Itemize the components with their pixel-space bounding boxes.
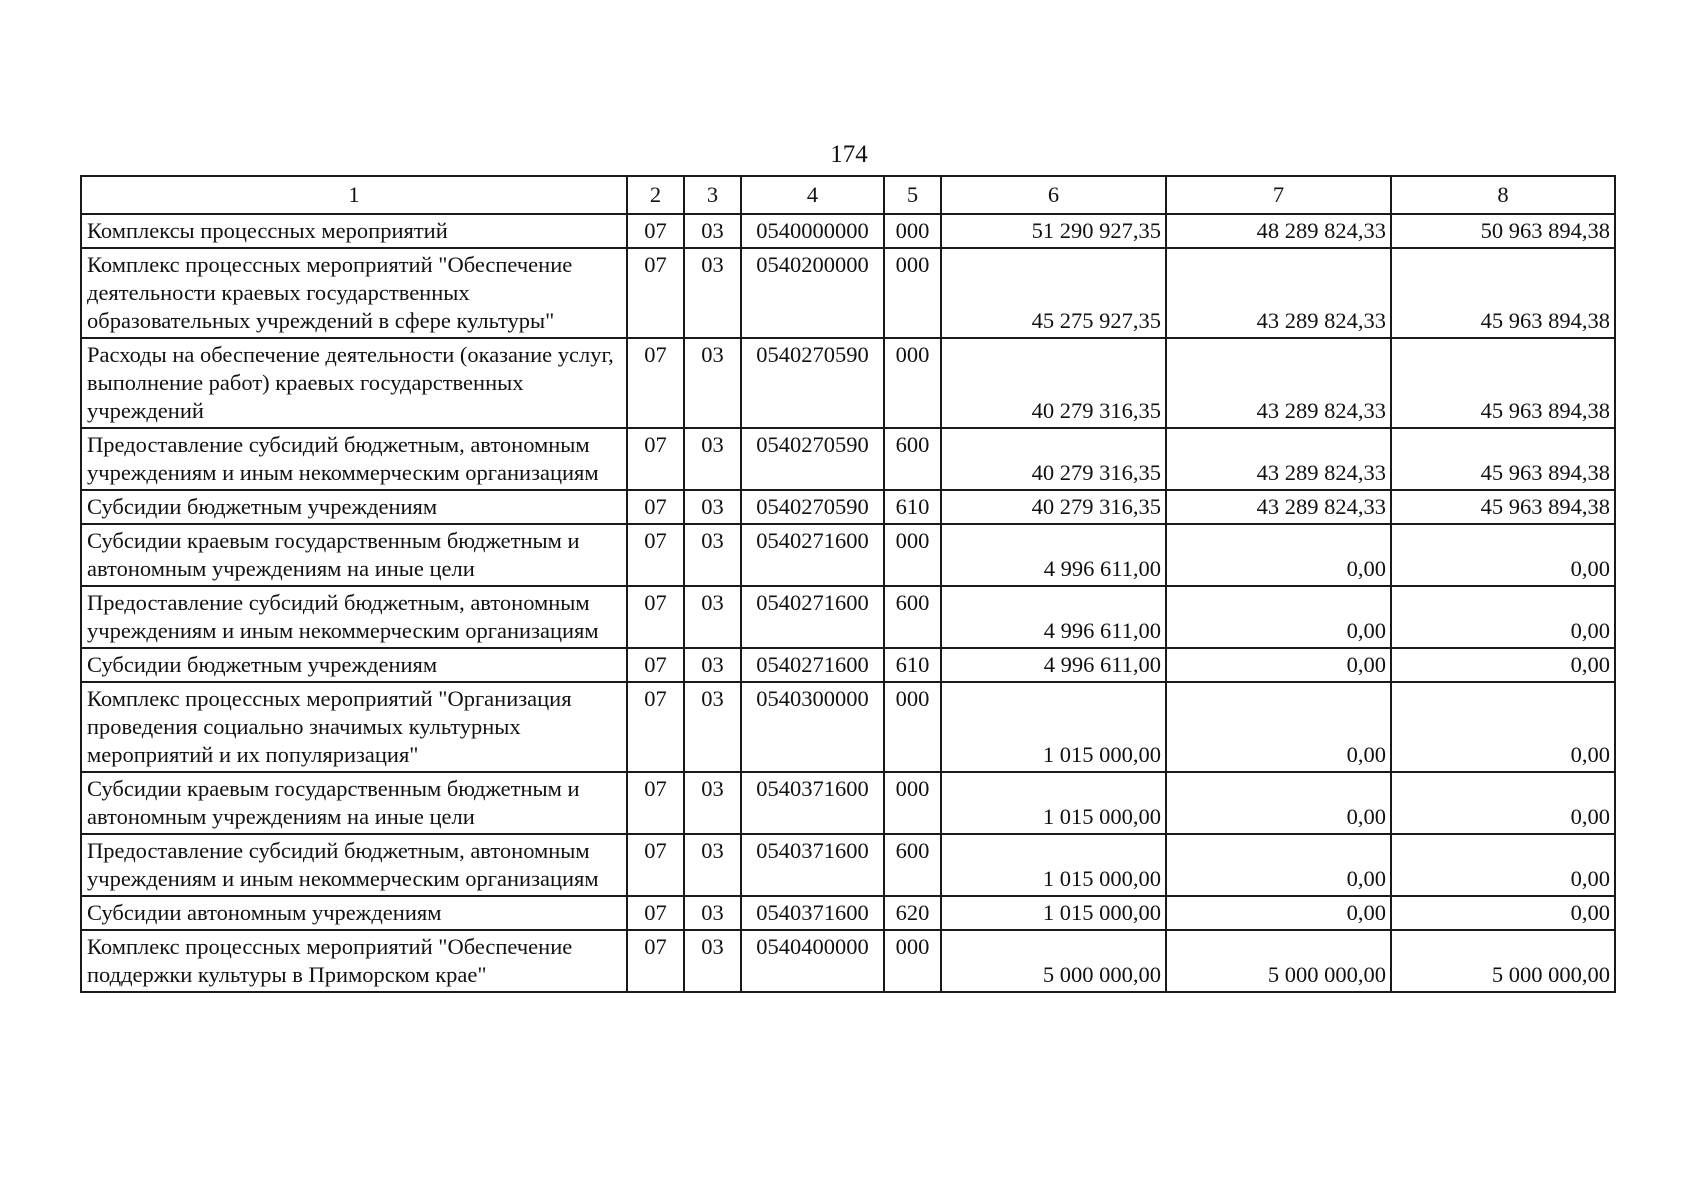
- column-header: 6: [941, 176, 1166, 214]
- section-code-cell: 07: [627, 214, 684, 248]
- amount-col7-cell: 43 289 824,33: [1166, 428, 1391, 490]
- row-name-cell: Субсидии краевым государственным бюджетным и автономным учреждениям на иные цели: [81, 772, 627, 834]
- expense-type-cell: 000: [884, 524, 941, 586]
- amount-col8-cell: 0,00: [1391, 648, 1615, 682]
- amount-col8-cell: 5 000 000,00: [1391, 930, 1615, 992]
- amount-col8-cell: 50 963 894,38: [1391, 214, 1615, 248]
- column-header: 5: [884, 176, 941, 214]
- amount-col7-cell: 0,00: [1166, 524, 1391, 586]
- row-name-cell: Субсидии краевым государственным бюджетным и автономным учреждениям на иные цели: [81, 524, 627, 586]
- subsection-code-cell: 03: [684, 834, 741, 896]
- amount-col7-cell: 43 289 824,33: [1166, 248, 1391, 338]
- subsection-code-cell: 03: [684, 930, 741, 992]
- amount-col7-cell: 0,00: [1166, 682, 1391, 772]
- amount-col6-cell: 1 015 000,00: [941, 834, 1166, 896]
- amount-col8-cell: 45 963 894,38: [1391, 248, 1615, 338]
- section-code-cell: 07: [627, 682, 684, 772]
- amount-col7-cell: 0,00: [1166, 586, 1391, 648]
- row-name-cell: Комплекс процессных мероприятий "Организация проведения социально значимых культурных мероприятий и их популяризация": [81, 682, 627, 772]
- amount-col7-cell: 0,00: [1166, 896, 1391, 930]
- amount-col7-cell: 0,00: [1166, 834, 1391, 896]
- subsection-code-cell: 03: [684, 772, 741, 834]
- target-article-cell: 0540270590: [741, 428, 884, 490]
- expense-type-cell: 000: [884, 338, 941, 428]
- expense-type-cell: 620: [884, 896, 941, 930]
- section-code-cell: 07: [627, 428, 684, 490]
- subsection-code-cell: 03: [684, 248, 741, 338]
- subsection-code-cell: 03: [684, 214, 741, 248]
- section-code-cell: 07: [627, 772, 684, 834]
- column-header: 2: [627, 176, 684, 214]
- section-code-cell: 07: [627, 896, 684, 930]
- amount-col7-cell: 0,00: [1166, 772, 1391, 834]
- column-header: 4: [741, 176, 884, 214]
- amount-col7-cell: 0,00: [1166, 648, 1391, 682]
- expense-type-cell: 600: [884, 586, 941, 648]
- section-code-cell: 07: [627, 930, 684, 992]
- expense-type-cell: 000: [884, 248, 941, 338]
- target-article-cell: 0540371600: [741, 896, 884, 930]
- expense-type-cell: 610: [884, 490, 941, 524]
- amount-col6-cell: 1 015 000,00: [941, 896, 1166, 930]
- amount-col7-cell: 48 289 824,33: [1166, 214, 1391, 248]
- section-code-cell: 07: [627, 490, 684, 524]
- amount-col6-cell: 1 015 000,00: [941, 772, 1166, 834]
- amount-col6-cell: 40 279 316,35: [941, 338, 1166, 428]
- section-code-cell: 07: [627, 248, 684, 338]
- table-row: [81, 648, 1615, 682]
- target-article-cell: 0540271600: [741, 648, 884, 682]
- table-row: [81, 428, 1615, 490]
- amount-col6-cell: 4 996 611,00: [941, 586, 1166, 648]
- expense-type-cell: 600: [884, 834, 941, 896]
- section-code-cell: 07: [627, 338, 684, 428]
- subsection-code-cell: 03: [684, 682, 741, 772]
- target-article-cell: 0540271600: [741, 586, 884, 648]
- column-header: 1: [81, 176, 627, 214]
- amount-col6-cell: 1 015 000,00: [941, 682, 1166, 772]
- subsection-code-cell: 03: [684, 524, 741, 586]
- target-article-cell: 0540270590: [741, 490, 884, 524]
- row-name-cell: Предоставление субсидий бюджетным, автономным учреждениям и иным некоммерческим организациям: [81, 428, 627, 490]
- table-row: [81, 772, 1615, 834]
- amount-col7-cell: 43 289 824,33: [1166, 338, 1391, 428]
- row-name-cell: Субсидии бюджетным учреждениям: [81, 490, 627, 524]
- table-row: [81, 930, 1615, 992]
- expense-type-cell: 000: [884, 682, 941, 772]
- amount-col8-cell: 0,00: [1391, 682, 1615, 772]
- row-name-cell: Субсидии бюджетным учреждениям: [81, 648, 627, 682]
- amount-col8-cell: 0,00: [1391, 772, 1615, 834]
- row-name-cell: Комплексы процессных мероприятий: [81, 214, 627, 248]
- expense-type-cell: 600: [884, 428, 941, 490]
- amount-col6-cell: 51 290 927,35: [941, 214, 1166, 248]
- target-article-cell: 0540300000: [741, 682, 884, 772]
- table-row: [81, 682, 1615, 772]
- amount-col6-cell: 40 279 316,35: [941, 490, 1166, 524]
- subsection-code-cell: 03: [684, 490, 741, 524]
- column-header: 7: [1166, 176, 1391, 214]
- amount-col8-cell: 45 963 894,38: [1391, 490, 1615, 524]
- row-name-cell: Предоставление субсидий бюджетным, автономным учреждениям и иным некоммерческим организациям: [81, 586, 627, 648]
- amount-col7-cell: 5 000 000,00: [1166, 930, 1391, 992]
- table-header-row: [81, 176, 1615, 214]
- section-code-cell: 07: [627, 586, 684, 648]
- expense-type-cell: 000: [884, 772, 941, 834]
- target-article-cell: 0540270590: [741, 338, 884, 428]
- expense-type-cell: 000: [884, 930, 941, 992]
- budget-table: [80, 175, 1616, 993]
- amount-col6-cell: 4 996 611,00: [941, 524, 1166, 586]
- table-row: [81, 248, 1615, 338]
- expense-type-cell: 610: [884, 648, 941, 682]
- table-row: [81, 896, 1615, 930]
- amount-col7-cell: 43 289 824,33: [1166, 490, 1391, 524]
- target-article-cell: 0540371600: [741, 772, 884, 834]
- page-number: 174: [830, 141, 868, 168]
- amount-col8-cell: 0,00: [1391, 524, 1615, 586]
- row-name-cell: Субсидии автономным учреждениям: [81, 896, 627, 930]
- row-name-cell: Предоставление субсидий бюджетным, автономным учреждениям и иным некоммерческим организациям: [81, 834, 627, 896]
- row-name-cell: Комплекс процессных мероприятий "Обеспечение деятельности краевых государственных образовательных учреждений в сфере культуры": [81, 248, 627, 338]
- column-header: 8: [1391, 176, 1615, 214]
- amount-col6-cell: 45 275 927,35: [941, 248, 1166, 338]
- column-header: 3: [684, 176, 741, 214]
- table-row: [81, 524, 1615, 586]
- table-row: [81, 338, 1615, 428]
- table-row: [81, 586, 1615, 648]
- subsection-code-cell: 03: [684, 648, 741, 682]
- amount-col8-cell: 0,00: [1391, 586, 1615, 648]
- section-code-cell: 07: [627, 834, 684, 896]
- target-article-cell: 0540400000: [741, 930, 884, 992]
- amount-col8-cell: 45 963 894,38: [1391, 338, 1615, 428]
- subsection-code-cell: 03: [684, 428, 741, 490]
- table-row: [81, 834, 1615, 896]
- target-article-cell: 0540000000: [741, 214, 884, 248]
- target-article-cell: 0540271600: [741, 524, 884, 586]
- section-code-cell: 07: [627, 648, 684, 682]
- subsection-code-cell: 03: [684, 338, 741, 428]
- row-name-cell: Комплекс процессных мероприятий "Обеспечение поддержки культуры в Приморском крае": [81, 930, 627, 992]
- subsection-code-cell: 03: [684, 896, 741, 930]
- amount-col6-cell: 5 000 000,00: [941, 930, 1166, 992]
- target-article-cell: 0540200000: [741, 248, 884, 338]
- amount-col6-cell: 4 996 611,00: [941, 648, 1166, 682]
- expense-type-cell: 000: [884, 214, 941, 248]
- section-code-cell: 07: [627, 524, 684, 586]
- table-row: [81, 214, 1615, 248]
- row-name-cell: Расходы на обеспечение деятельности (оказание услуг, выполнение работ) краевых государственных учреждений: [81, 338, 627, 428]
- amount-col8-cell: 0,00: [1391, 896, 1615, 930]
- amount-col8-cell: 45 963 894,38: [1391, 428, 1615, 490]
- amount-col6-cell: 40 279 316,35: [941, 428, 1166, 490]
- table-row: [81, 490, 1615, 524]
- subsection-code-cell: 03: [684, 586, 741, 648]
- target-article-cell: 0540371600: [741, 834, 884, 896]
- amount-col8-cell: 0,00: [1391, 834, 1615, 896]
